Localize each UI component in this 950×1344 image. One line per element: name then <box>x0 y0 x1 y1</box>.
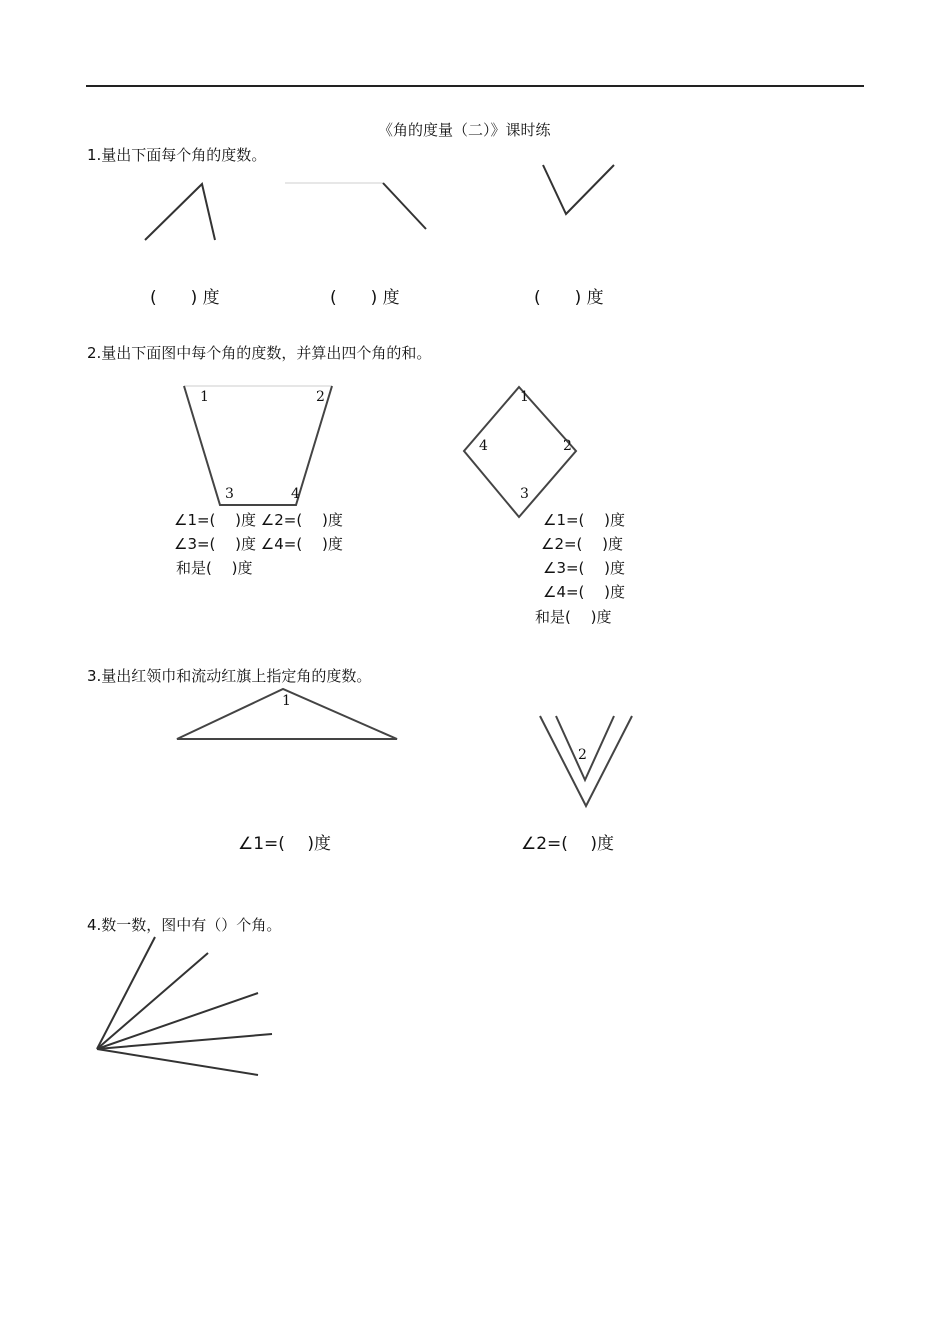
diamond-angle-label-3: 3 <box>520 486 529 502</box>
scarf-angle-label: 1 <box>282 693 291 709</box>
trap-angle-label-3: 3 <box>225 486 234 502</box>
diamond-answer-1[interactable]: ∠1=( )度 <box>543 511 626 529</box>
diamond-angle-label-4: 4 <box>479 438 488 454</box>
trap-angle-label-2: 2 <box>316 389 325 405</box>
q4-ray-fan <box>97 937 272 1075</box>
q3-answer-1[interactable]: ∠1=( )度 <box>238 834 331 854</box>
trap-angle-label-4: 4 <box>291 486 300 502</box>
question-2-prompt: 2.量出下面图中每个角的度数，并算出四个角的和。 <box>87 344 432 362</box>
q1-answer-b[interactable]: ( ) 度 <box>330 288 400 308</box>
trap-answer-sum[interactable]: 和是( )度 <box>176 559 253 577</box>
q1-angle-a <box>145 184 215 240</box>
question-1-prompt: 1.量出下面每个角的度数。 <box>87 146 267 164</box>
trap-answer-line-2[interactable]: ∠3=( )度 ∠4=( )度 <box>174 535 343 553</box>
diamond-angle-label-1: 1 <box>520 389 529 405</box>
q3-answer-2[interactable]: ∠2=( )度 <box>521 834 614 854</box>
diamond-answer-2[interactable]: ∠2=( )度 <box>541 535 624 553</box>
page-title: 《角的度量（二）》课时练 <box>378 121 551 139</box>
q1-angle-c <box>543 165 614 214</box>
question-3-prompt: 3.量出红领巾和流动红旗上指定角的度数。 <box>87 667 372 685</box>
q1-answer-c[interactable]: ( ) 度 <box>534 288 604 308</box>
diamond-answer-sum[interactable]: 和是( )度 <box>535 608 612 626</box>
diamond-answer-3[interactable]: ∠3=( )度 <box>543 559 626 577</box>
flag-angle-label: 2 <box>578 747 587 763</box>
q1-angle-b <box>285 183 426 229</box>
trap-angle-label-1: 1 <box>200 389 209 405</box>
trap-answer-line-1[interactable]: ∠1=( )度 ∠2=( )度 <box>174 511 343 529</box>
q1-answer-a[interactable]: ( ) 度 <box>150 288 220 308</box>
question-4-prompt: 4.数一数，图中有（）个角。 <box>87 916 282 934</box>
diamond-answer-4[interactable]: ∠4=( )度 <box>543 583 626 601</box>
diamond-angle-label-2: 2 <box>563 438 572 454</box>
